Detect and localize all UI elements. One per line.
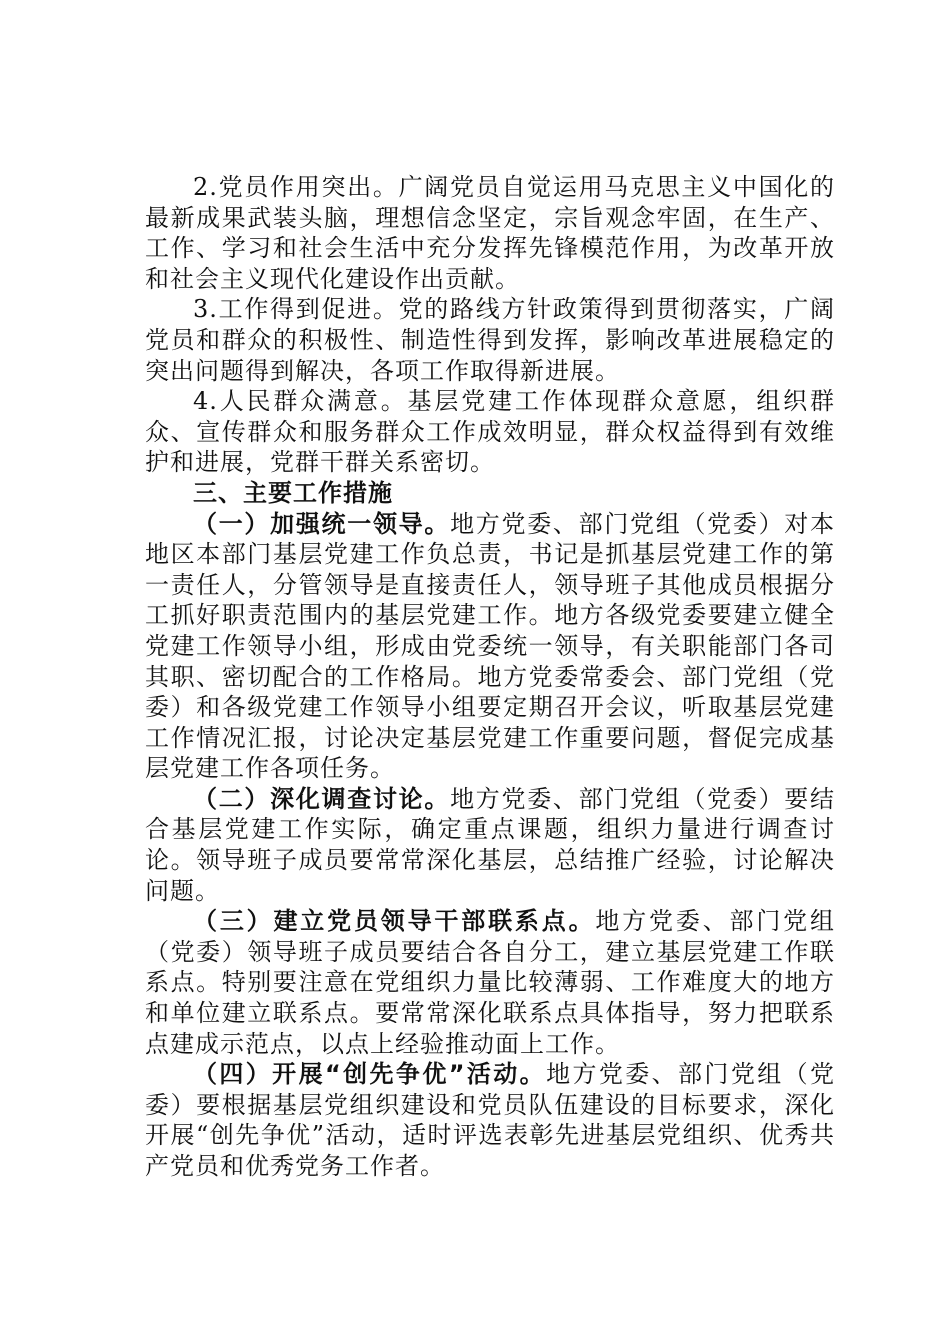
measure-lead: （二）深化调查讨论。	[193, 784, 451, 813]
section-heading: 三、主要工作措施	[193, 478, 393, 507]
paragraph-outcome-2	[145, 172, 835, 294]
paragraph-text: 3.工作得到促进。党的路线方针政策得到贯彻落实，广阔党员和群众的积极性、制造性得到发挥，影响改革进展稳定的突出问题得到解决，各项工作取得新进展。	[145, 295, 835, 385]
paragraph-outcome-4	[145, 386, 835, 478]
measure-lead: （四）开展“创先争优”活动。	[193, 1060, 547, 1089]
measure-lead: （三）建立党员领导干部联系点。	[193, 907, 596, 936]
paragraph-outcome-3	[145, 294, 835, 386]
paragraph-text: 4.人民群众满意。基层党建工作体现群众意愿，组织群众、宣传群众和服务群众工作成效明显，群众权益得到有效维护和进展，党群干群关系密切。	[145, 387, 835, 477]
measure-4	[145, 1059, 835, 1181]
measure-1	[145, 509, 835, 784]
document-page	[145, 172, 835, 1182]
measure-text: 地方党委、部门党组（党委）对本地区本部门基层党建工作负总责，书记是抓基层党建工作的第一责任人，分管领导是直接责任人，领导班子其他成员根据分工抓好职责范围内的基层党建工作。地方各级党委要建立健全党建工作领导小组，形成由党委统一领导，有关职能部门各司其职、密切配合的工作格局。地方党委常委会、部门党组（党委）和各级党建工作领导小组要定期召开会议，听取基层党建工作情况汇报，讨论决定基层党建工作重要问题，督促完成基层党建工作各项任务。	[145, 509, 836, 783]
measure-lead: （一）加强统一领导。	[193, 509, 451, 538]
measure-3	[145, 906, 835, 1059]
measure-text: 地方党委、部门党组（党委）领导班子成员要结合各自分工，建立基层党建工作联系点。特别要注意在党组织力量比较薄弱、工作难度大的地方和单位建立联系点。要常常深化联系点具体指导，努力把联系点建成示范点，以点上经验推动面上工作。	[145, 907, 835, 1058]
measure-text: 地方党委、部门党组（党委）要根据基层党组织建设和党员队伍建设的目标要求，深化开展“创先争优”活动，适时评选表彰先进基层党组织、优秀共产党员和优秀党务工作者。	[145, 1060, 836, 1180]
measure-text: 地方党委、部门党组（党委）要结合基层党建工作实际，确定重点课题，组织力量进行调查讨论。领导班子成员要常常深化基层，总结推广经验，讨论解决问题。	[145, 784, 836, 905]
paragraph-text: 2.党员作用突出。广阔党员自觉运用马克思主义中国化的最新成果武装头脑，理想信念坚定，宗旨观念牢固，在生产、工作、学习和社会生活中充分发挥先锋模范作用，为改革开放和社会主义现代化建设作出贡献。	[145, 173, 835, 293]
measure-2	[145, 784, 835, 906]
